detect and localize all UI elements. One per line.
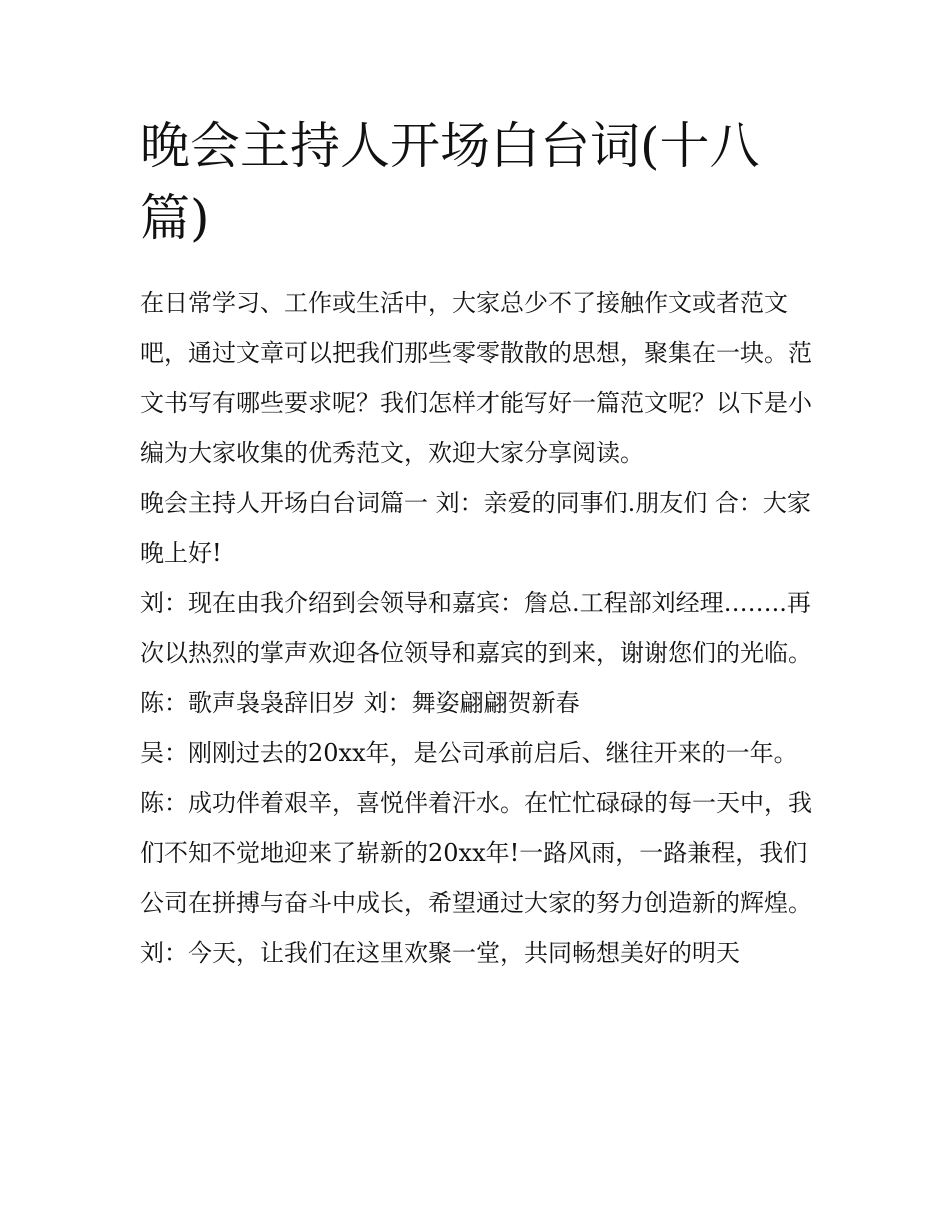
- paragraph-opening: 晚会主持人开场白台词篇一 刘：亲爱的同事们.朋友们 合：大家晚上好!: [140, 489, 811, 567]
- paragraph-success: 陈：成功伴着艰辛，喜悦伴着汗水。在忙忙碌碌的每一天中，我们不知不觉地迎来了崭新的20xx年!一路风雨，一路兼程，我们公司在拼搏与奋斗中成长，希望通过大家的努力创造新的辉煌。: [140, 789, 812, 917]
- paragraph-intro: 在日常学习、工作或生活中，大家总少不了接触作文或者范文吧，通过文章可以把我们那些零零散散的思想，聚集在一块。范文书写有哪些要求呢？我们怎样才能写好一篇范文呢？以下是小编为大家收集的优秀范文，欢迎大家分享阅读。: [140, 289, 812, 467]
- paragraph-past-year: 吴：刚刚过去的20xx年，是公司承前启后、继往开来的一年。: [140, 739, 798, 767]
- paragraph-guests: 刘：现在由我介绍到会领导和嘉宾：詹总.工程部刘经理……..再次以热烈的掌声欢迎各位领导和嘉宾的到来，谢谢您们的光临。 陈：歌声袅袅辞旧岁 刘：舞姿翩翩贺新春: [140, 589, 820, 717]
- document-title: 晚会主持人开场白台词(十八篇): [140, 117, 760, 247]
- paragraph-today: 刘：今天，让我们在这里欢聚一堂，共同畅想美好的明天: [140, 939, 740, 967]
- document-body: [140, 278, 820, 978]
